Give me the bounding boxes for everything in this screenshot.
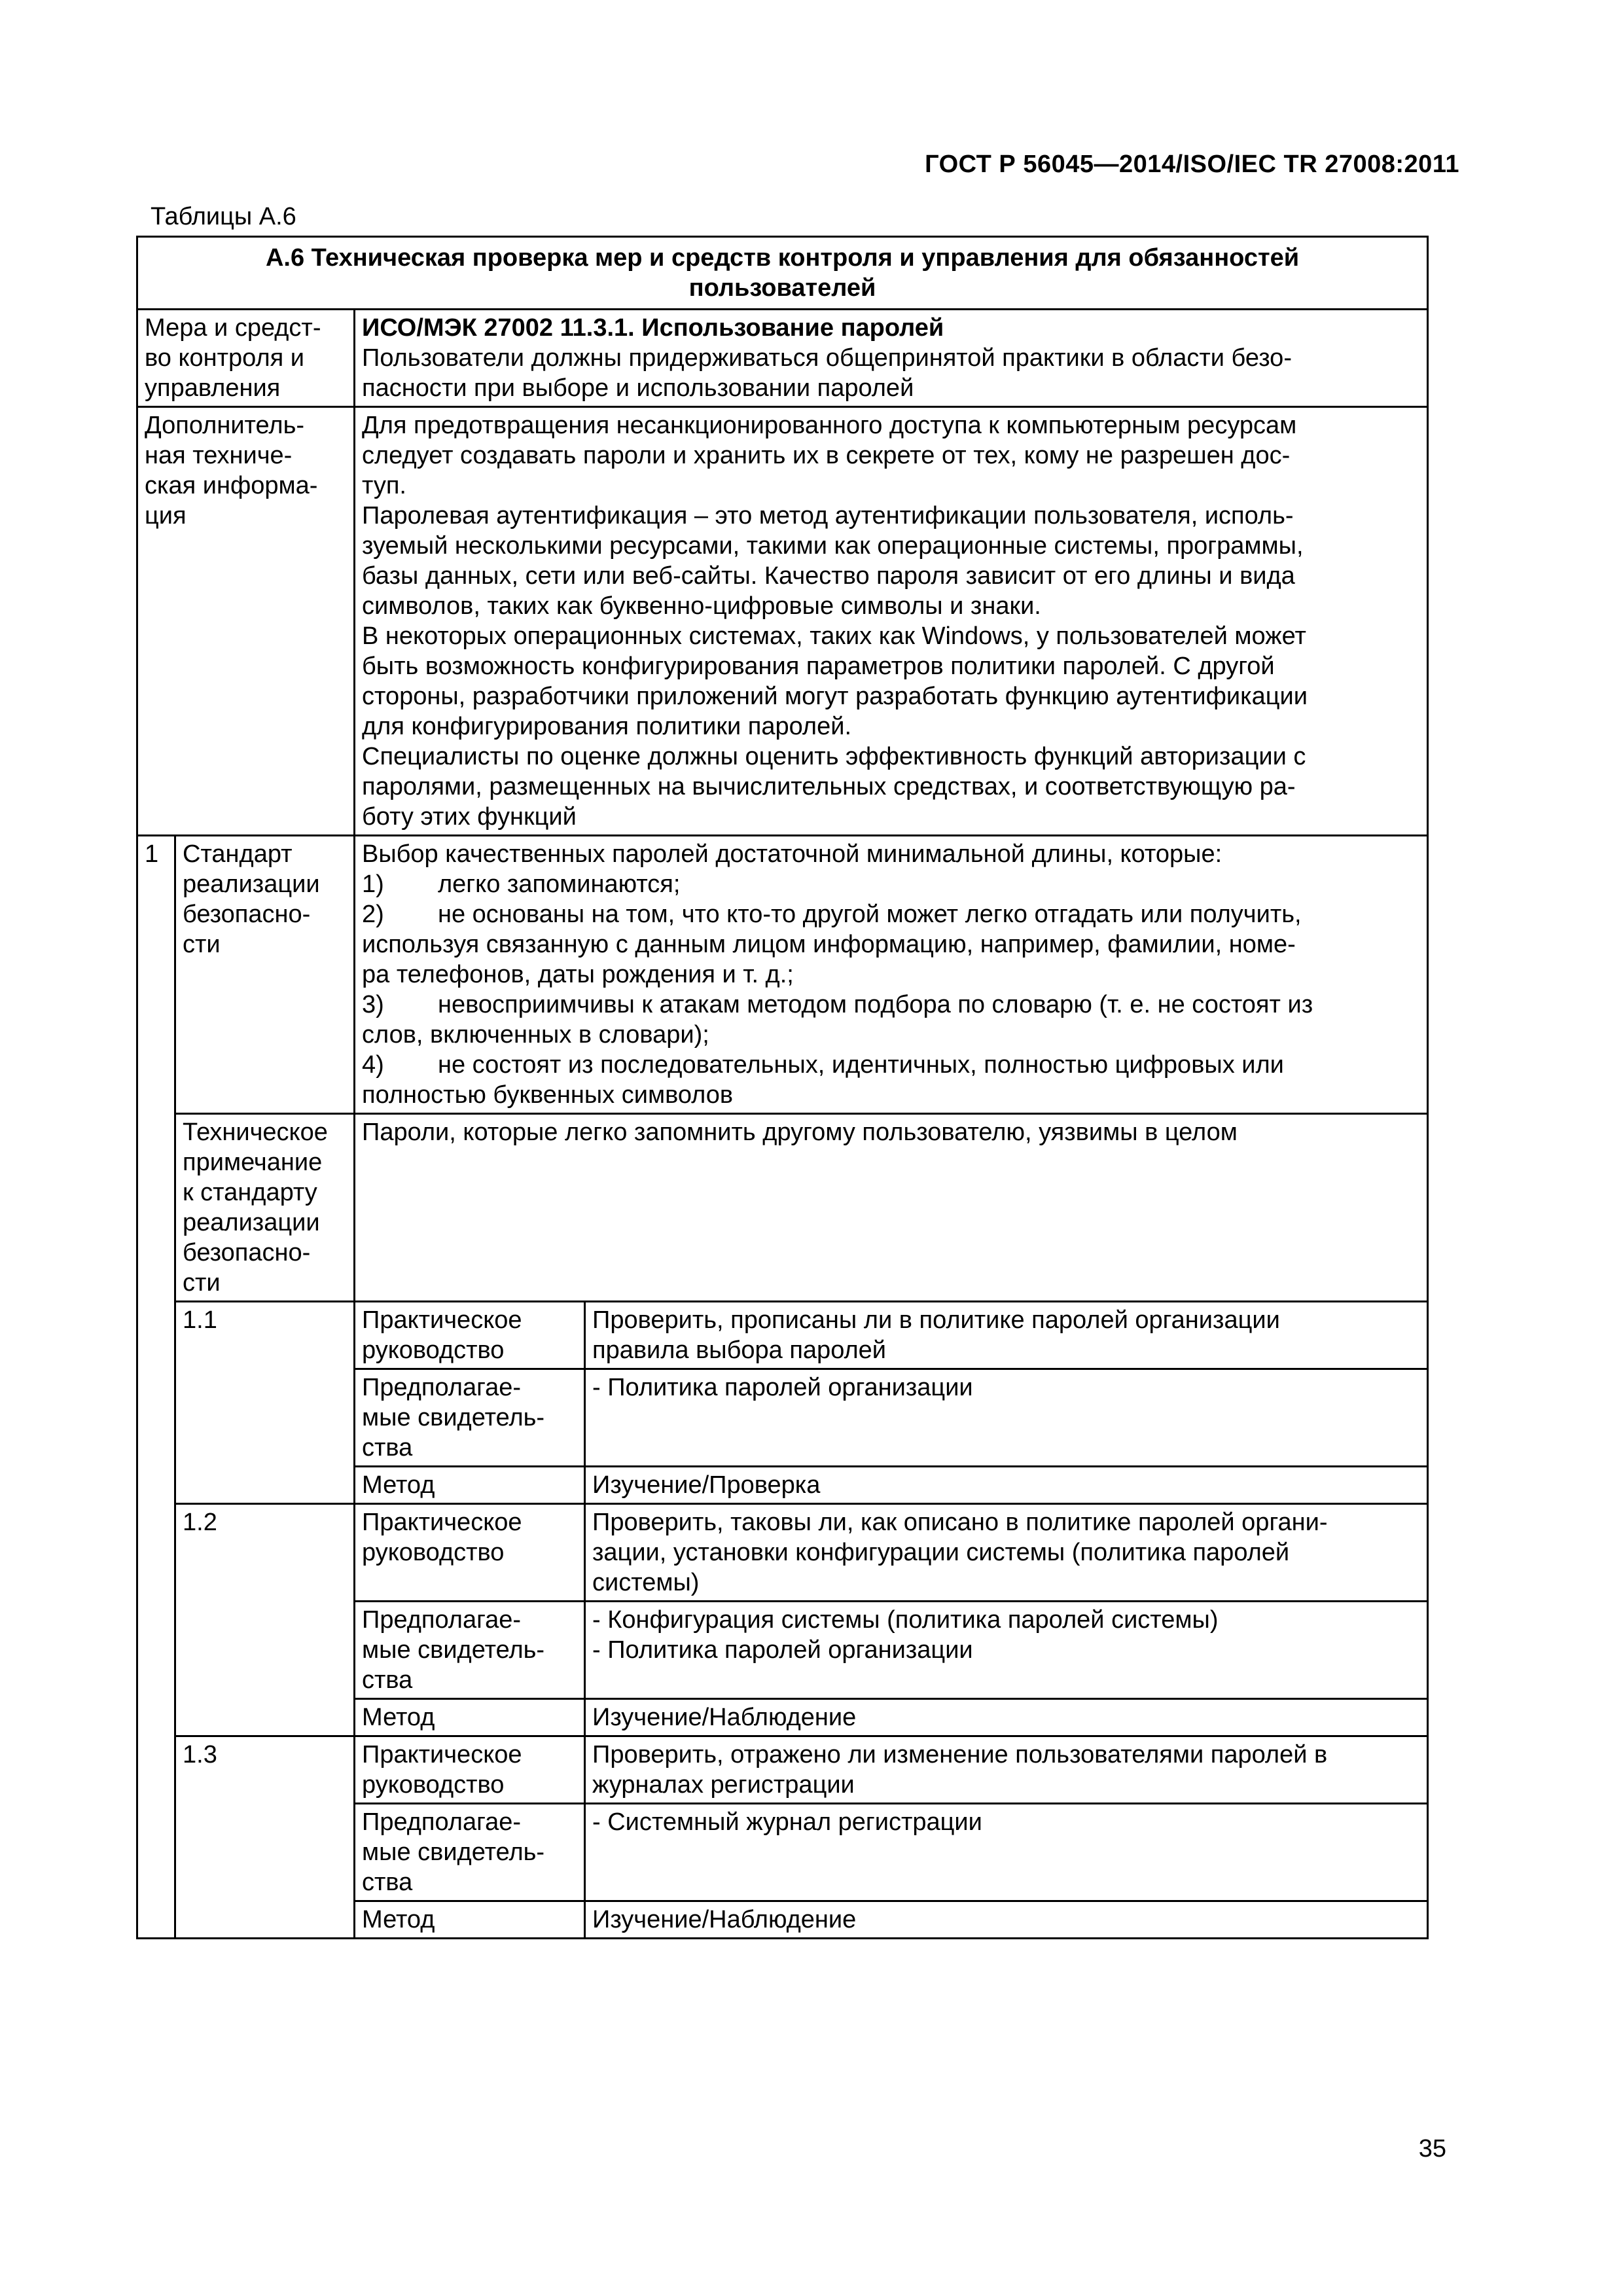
sub-item-value-cell — [585, 1699, 1428, 1736]
standard-list-item — [362, 899, 1420, 929]
additional-text-line: базы данных, сети или веб-сайты. Качество пароля зависит от его длины и вида — [362, 562, 1295, 590]
standard-label-line: безопасно- — [183, 901, 311, 928]
sub-item-value-line: Проверить, отражено ли изменение пользователями паролей в — [592, 1741, 1328, 1768]
control-label-line: Мера и средст- — [145, 314, 321, 342]
additional-label-line: ная техниче- — [145, 442, 293, 469]
standard-label-line: Стандарт — [183, 840, 293, 868]
standard-list-item — [362, 869, 1420, 899]
tech-note-label-line: Техническое — [183, 1119, 328, 1146]
additional-text-line: паролями, размещенных на вычислительных средствах, и соответствующую ра- — [362, 773, 1296, 800]
sub-item-label-line: Метод — [362, 1471, 435, 1499]
sub-item-value-cell — [585, 1804, 1428, 1901]
sub-item-label-line: Практическое — [362, 1741, 522, 1768]
control-text-line: пасности при выборе и использовании паролей — [362, 374, 914, 402]
sub-item-label-line: Предполагае- — [362, 1374, 522, 1401]
sub-item-label-line: руководство — [362, 1336, 505, 1364]
list-item-continuation: полностью буквенных символов — [362, 1081, 734, 1109]
additional-label-line: Дополнитель- — [145, 412, 305, 439]
control-label-cell — [137, 310, 355, 407]
additional-text-line: символов, таких как буквенно-цифровые символы и знаки. — [362, 592, 1041, 620]
additional-text-line: боту этих функций — [362, 803, 577, 831]
list-item-number: 1) — [362, 870, 384, 898]
sub-item-value-line: Изучение/Проверка — [592, 1471, 821, 1499]
page-number: 35 — [1418, 2135, 1446, 2162]
sub-item-label-line: руководство — [362, 1771, 505, 1799]
additional-text-line: быть возможность конфигурирования параметров политики паролей. С другой — [362, 653, 1275, 680]
sub-item-value-cell — [585, 1504, 1428, 1602]
tech-note-text-cell: Пароли, которые легко запомнить другому пользователю, уязвимы в целом — [355, 1114, 1428, 1302]
list-item-number: 4) — [362, 1051, 384, 1079]
list-item-text: не основаны на том, что кто-то другой может легко отгадать или получить, — [438, 901, 1302, 928]
list-item-number: 2) — [362, 901, 384, 928]
sub-item-value-cell — [585, 1602, 1428, 1699]
sub-item-label-line: ства — [362, 1869, 413, 1896]
sub-item-row — [137, 1302, 1428, 1369]
sub-item-value-line: системы) — [592, 1569, 700, 1596]
standard-list-item — [362, 990, 1420, 1020]
sub-item-label-line: мые свидетель- — [362, 1636, 545, 1664]
additional-text-line: Для предотвращения несанкционированного доступа к компьютерным ресурсам — [362, 412, 1297, 439]
table-title-line: пользователей — [688, 274, 876, 302]
sub-item-value-line: Изучение/Наблюдение — [592, 1704, 857, 1731]
sub-item-label-cell — [355, 1369, 585, 1467]
sub-item-value-line: Проверить, таковы ли, как описано в политике паролей органи- — [592, 1509, 1328, 1536]
additional-text-line: следует создавать пароли и хранить их в секрете от тех, кому не разрешен дос- — [362, 442, 1291, 469]
sub-item-value-line: - Конфигурация системы (политика паролей системы) — [592, 1606, 1219, 1634]
control-row — [137, 310, 1428, 407]
control-text-cell — [355, 310, 1428, 407]
list-item-text: не состоят из последовательных, идентичных, полностью цифровых или — [438, 1051, 1284, 1079]
additional-label-line: ция — [145, 502, 187, 529]
sub-item-label-line: ства — [362, 1666, 413, 1694]
sub-item-value-cell — [585, 1302, 1428, 1369]
list-item-text: невосприимчивы к атакам методом подбора по словарю (т. е. не состоят из — [438, 991, 1313, 1018]
tech-note-label-line: реализации — [183, 1209, 320, 1236]
tech-note-label-line: сти — [183, 1269, 221, 1297]
sub-item-value-line: Проверить, прописаны ли в политике паролей организации — [592, 1306, 1280, 1334]
additional-text-line: Паролевая аутентификация – это метод аутентификации пользователя, исполь- — [362, 502, 1294, 529]
additional-label-cell — [137, 407, 355, 836]
standard-row — [137, 836, 1428, 1114]
item-number-cell: 1 — [137, 836, 175, 1939]
standard-label-line: сти — [183, 931, 221, 958]
control-text-line: Пользователи должны придерживаться общепринятой практики в области безо- — [362, 344, 1292, 372]
additional-text-line: для конфигурирования политики паролей. — [362, 713, 851, 740]
sub-item-label-cell — [355, 1699, 585, 1736]
control-label-line: во контроля и — [145, 344, 304, 372]
sub-item-number-cell: 1.1 — [175, 1302, 355, 1504]
additional-text-line: туп. — [362, 472, 406, 499]
sub-item-label-line: Метод — [362, 1704, 435, 1731]
sub-item-value-cell — [585, 1369, 1428, 1467]
sub-item-number-cell: 1.3 — [175, 1736, 355, 1939]
control-label-line: управления — [145, 374, 281, 402]
sub-item-value-line: Изучение/Наблюдение — [592, 1906, 857, 1933]
standard-list-item — [362, 1050, 1420, 1080]
sub-item-label-line: мые свидетель- — [362, 1404, 545, 1431]
tech-note-label-line: примечание — [183, 1149, 323, 1176]
table-caption: Таблицы А.6 — [151, 203, 296, 230]
sub-item-label-line: Практическое — [362, 1306, 522, 1334]
table-title-line: А.6 Техническая проверка мер и средств контроля и управления для обязанностей — [265, 244, 1300, 272]
standard-intro: Выбор качественных паролей достаточной минимальной длины, которые: — [362, 840, 1222, 868]
sub-item-label-line: Метод — [362, 1906, 435, 1933]
sub-item-value-line: зации, установки конфигурации системы (политика паролей — [592, 1539, 1290, 1566]
tech-note-label-line: безопасно- — [183, 1239, 311, 1266]
sub-item-label-cell — [355, 1602, 585, 1699]
standard-label-cell — [175, 836, 355, 1114]
list-item-number: 3) — [362, 991, 384, 1018]
sub-item-label-cell — [355, 1504, 585, 1602]
sub-item-value-line: - Политика паролей организации — [592, 1636, 973, 1664]
sub-item-row — [137, 1504, 1428, 1602]
tech-note-label-line: к стандарту — [183, 1179, 317, 1206]
list-item-continuation: ра телефонов, даты рождения и т. д.; — [362, 961, 794, 988]
sub-item-value-cell — [585, 1736, 1428, 1804]
sub-item-value-line: - Политика паролей организации — [592, 1374, 973, 1401]
additional-text-line: Специалисты по оценке должны оценить эффективность функций авторизации с — [362, 743, 1306, 770]
sub-item-value-line: - Системный журнал регистрации — [592, 1808, 982, 1836]
sub-item-value-cell — [585, 1901, 1428, 1939]
sub-item-row — [137, 1736, 1428, 1804]
sub-item-value-line: правила выбора паролей — [592, 1336, 887, 1364]
list-item-continuation: слов, включенных в словари); — [362, 1021, 709, 1049]
sub-item-value-line: журналах регистрации — [592, 1771, 855, 1799]
control-verification-table — [136, 236, 1429, 1939]
tech-note-row — [137, 1114, 1428, 1302]
list-item-text: легко запоминаются; — [438, 870, 681, 898]
sub-item-label-cell — [355, 1901, 585, 1939]
list-item-continuation: используя связанную с данным лицом информацию, например, фамилии, номе- — [362, 931, 1296, 958]
additional-text-line: В некоторых операционных системах, таких как Windows, у пользователей может — [362, 622, 1306, 650]
sub-item-number-cell: 1.2 — [175, 1504, 355, 1736]
sub-item-label-cell — [355, 1302, 585, 1369]
standard-label-line: реализации — [183, 870, 320, 898]
sub-item-label-cell — [355, 1736, 585, 1804]
additional-label-line: ская информа- — [145, 472, 318, 499]
additional-text-line: зуемый несколькими ресурсами, такими как операционные системы, программы, — [362, 532, 1304, 560]
sub-item-label-line: Практическое — [362, 1509, 522, 1536]
title-row — [137, 237, 1428, 310]
document-code-header: ГОСТ Р 56045—2014/ISO/IEC TR 27008:2011 — [925, 151, 1459, 178]
additional-info-row — [137, 407, 1428, 836]
sub-item-label-cell — [355, 1467, 585, 1504]
control-heading: ИСО/МЭК 27002 11.3.1. Использование паролей — [362, 314, 944, 342]
table-title — [137, 237, 1428, 310]
sub-item-label-line: Предполагае- — [362, 1606, 522, 1634]
standard-text-cell — [355, 836, 1428, 1114]
sub-item-label-cell — [355, 1804, 585, 1901]
sub-item-value-cell — [585, 1467, 1428, 1504]
additional-text-cell — [355, 407, 1428, 836]
tech-note-label-cell — [175, 1114, 355, 1302]
sub-item-label-line: мые свидетель- — [362, 1839, 545, 1866]
sub-item-label-line: Предполагае- — [362, 1808, 522, 1836]
sub-item-label-line: руководство — [362, 1539, 505, 1566]
sub-item-label-line: ства — [362, 1434, 413, 1462]
additional-text-line: стороны, разработчики приложений могут разработать функцию аутентификации — [362, 683, 1308, 710]
